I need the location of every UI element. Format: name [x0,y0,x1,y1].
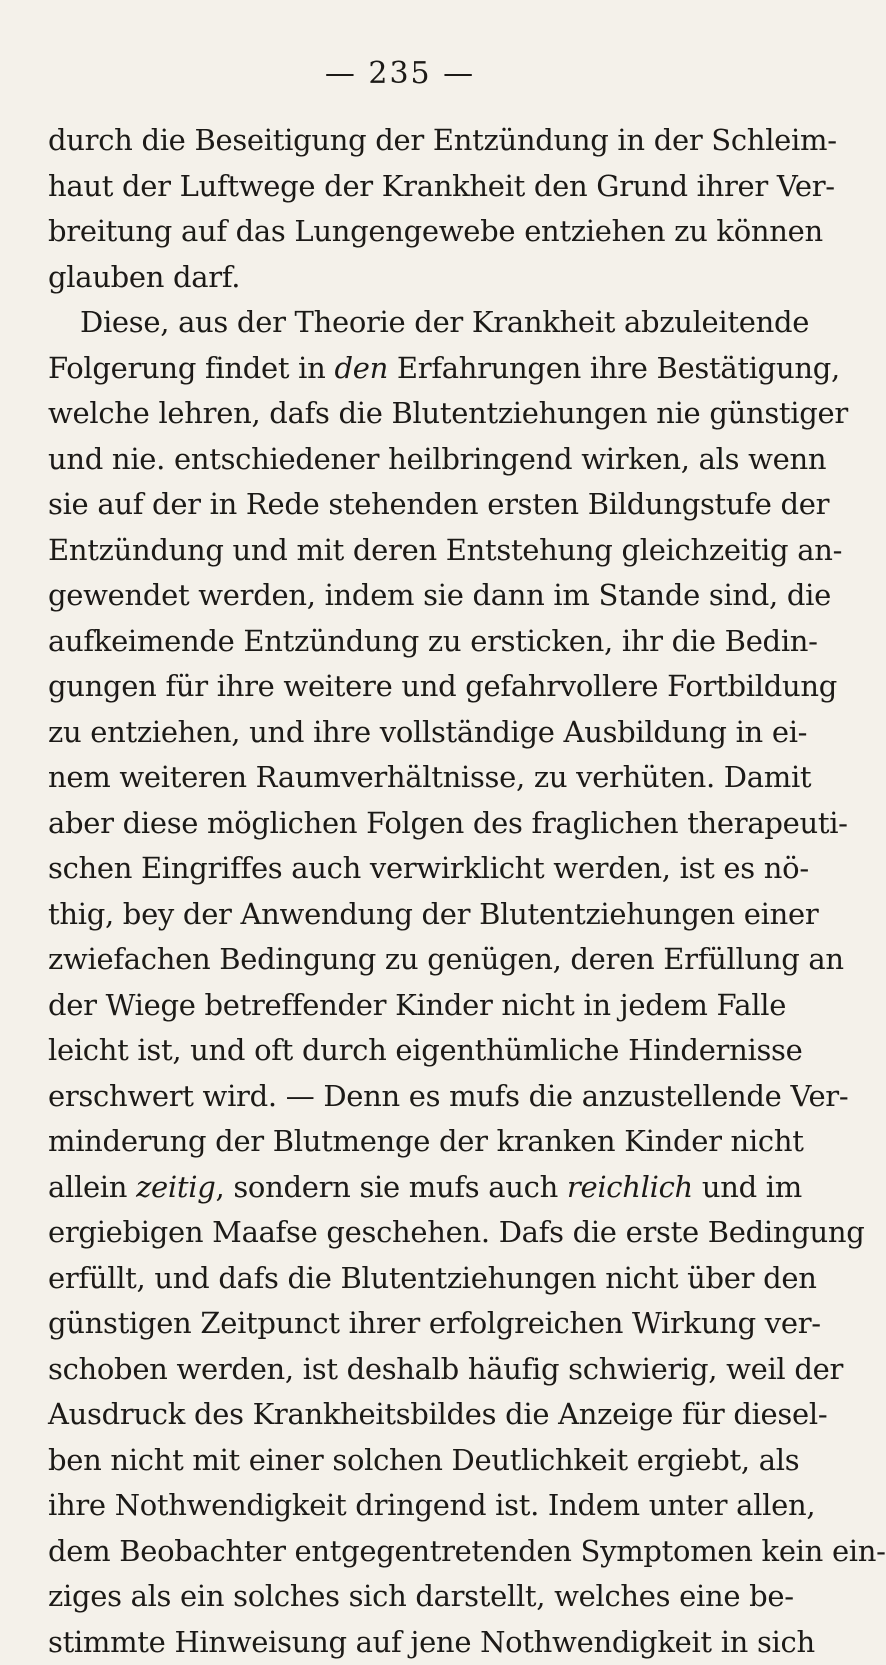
text-line: leicht ist, und oft durch eigenthümliche Hindernisse [48,1028,748,1074]
text-line [48,1165,748,1211]
text-line: minderung der Blutmenge der kranken Kinder nicht [48,1119,748,1165]
text-run: Folgerung findet in [48,351,334,385]
text-line: zu entziehen, und ihre vollständige Ausbildung in ei- [48,710,748,756]
text-line: schoben werden, ist deshalb häufig schwierig, weil der [48,1347,748,1393]
text-line: zwiefachen Bedingung zu genügen, deren Erfüllung an [48,937,748,983]
emphasis-text: zeitig [136,1170,215,1204]
text-line: ben nicht mit einer solchen Deutlichkeit ergiebt, als [48,1438,748,1484]
text-line: gungen für ihre weitere und gefahrvollere Fortbildung [48,664,748,710]
text-line: der Wiege betreffender Kinder nicht in jedem Falle [48,983,748,1029]
text-line: schen Eingriffes auch verwirklicht werden, ist es nö- [48,846,748,892]
text-line: Ausdruck des Krankheitsbildes die Anzeige für diesel- [48,1392,748,1438]
text-line: welche lehren, dafs die Blutentziehungen nie günstiger [48,391,748,437]
text-line: Diese, aus der Theorie der Krankheit abzuleitende [48,300,748,346]
emphasis-text: reichlich [567,1170,693,1204]
text-line: aufkeimende Entzündung zu ersticken, ihr die Bedin- [48,619,748,665]
text-line: erfüllt, und dafs die Blutentziehungen nicht über den [48,1256,748,1302]
text-line: stimmte Hinweisung auf jene Nothwendigkeit in sich [48,1620,748,1665]
text-run: allein [48,1170,136,1204]
text-run: Erfahrungen ihre Bestätigung, [388,351,840,385]
emphasis-text: den [334,351,388,385]
body-text [48,118,748,1665]
text-line: gewendet werden, indem sie dann im Stande sind, die [48,573,748,619]
text-line: nem weiteren Raumverhältnisse, zu verhüten. Damit [48,755,748,801]
text-line: ihre Nothwendigkeit dringend ist. Indem unter allen, [48,1483,748,1529]
text-line: breitung auf das Lungengewebe entziehen zu können [48,209,748,255]
text-line [48,346,748,392]
text-line: sie auf der in Rede stehenden ersten Bildungstufe der [48,482,748,528]
text-line: glauben darf. [48,255,748,301]
text-line: günstigen Zeitpunct ihrer erfolgreichen Wirkung ver- [48,1301,748,1347]
text-line: dem Beobachter entgegentretenden Symptomen kein ein- [48,1529,748,1575]
text-line: ziges als ein solches sich darstellt, welches eine be- [48,1574,748,1620]
text-line: ergiebigen Maafse geschehen. Dafs die erste Bedingung [48,1210,748,1256]
text-line: und nie. entschiedener heilbringend wirken, als wenn [48,437,748,483]
text-line: durch die Beseitigung der Entzündung in der Schleim- [48,118,748,164]
text-line: haut der Luftwege der Krankheit den Grund ihrer Ver- [48,164,748,210]
page-number-header: — 235 — [0,56,800,91]
text-line: aber diese möglichen Folgen des fraglichen therapeuti- [48,801,748,847]
text-run: , sondern sie mufs auch [216,1170,567,1204]
text-line: thig, bey der Anwendung der Blutentziehungen einer [48,892,748,938]
text-line: Entzündung und mit deren Entstehung gleichzeitig an- [48,528,748,574]
text-run: und im [693,1170,802,1204]
text-line: erschwert wird. — Denn es mufs die anzustellende Ver- [48,1074,748,1120]
